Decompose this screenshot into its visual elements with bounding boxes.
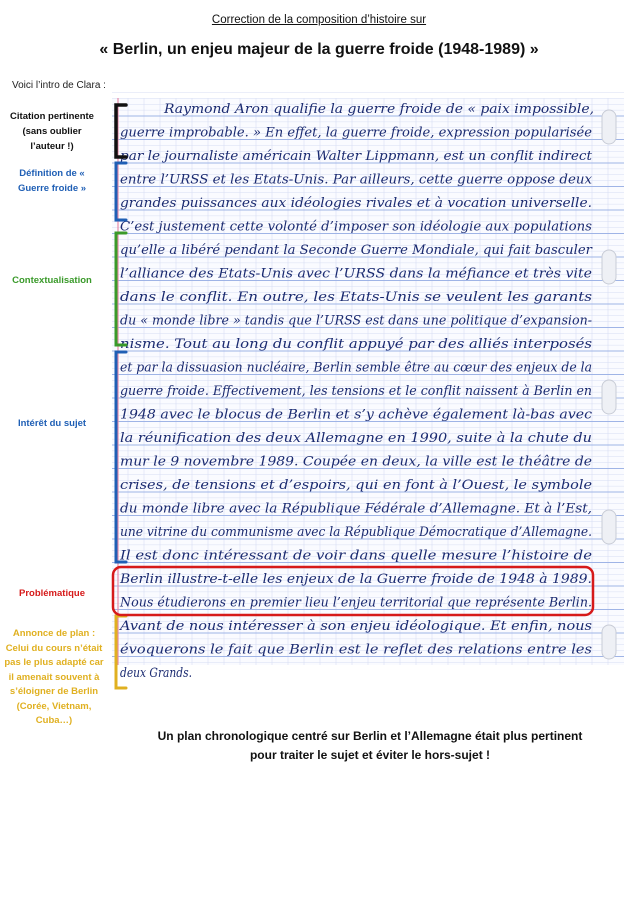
handwritten-line: Avant de nous intéresser à son enjeu idéologique. Et enfin, nous xyxy=(118,619,593,634)
handwritten-line: dans le conflit. En outre, les Etats-Unis se veulent les garants xyxy=(120,290,593,305)
handwritten-line: Berlin illustre-t-elle les enjeux de la Guerre froide de 1948 à 1989. xyxy=(118,572,593,587)
handwritten-line: nisme. Tout au long du conflit appuyé par des alliés interposés xyxy=(120,337,593,352)
handwritten-line: Raymond Aron qualifie la guerre froide de « paix impossible, xyxy=(162,102,594,117)
handwritten-line: qu’elle a libéré pendant la Seconde Guerre Mondiale, qui fait basculer xyxy=(120,243,593,258)
binder-hole xyxy=(602,625,616,659)
handwritten-line: mur le 9 novembre 1989. Coupée en deux, la ville est le théâtre de xyxy=(120,454,593,470)
annotation-annonce: Annonce de plan : Celui du cours n’était pas le plus adapté car il amenait souvent à s’éloigner de Berlin (Corée, Vietnam, Cuba…) xyxy=(4,628,104,726)
handwritten-line: la réunification des deux Allemagne en 1990, suite à la chute du xyxy=(120,431,592,446)
binder-hole xyxy=(602,510,616,544)
binder-hole xyxy=(602,380,616,414)
binder-hole xyxy=(602,250,616,284)
binder-hole xyxy=(602,110,616,144)
handwritten-line: l’alliance des Etats-Unis avec l’URSS dans la méfiance et très vite xyxy=(120,266,593,282)
annotation-citation: Citation pertinente (sans oublier l’auteur !) xyxy=(10,111,94,152)
handwritten-line: crises, de tensions et d’espoirs, qui en font à l’Ouest, le symbole xyxy=(120,478,593,493)
document-subtitle: « Berlin, un enjeu majeur de la guerre froide (1948-1989) » xyxy=(99,41,539,58)
handwritten-line: entre l’URSS et les Etats-Unis. Par ailleurs, cette guerre oppose deux xyxy=(120,172,593,188)
handwritten-line: Il est donc intéressant de voir dans quelle mesure l’histoire de xyxy=(118,548,593,564)
handwritten-copy-sheet xyxy=(112,98,624,681)
handwritten-line: Nous étudierons en premier lieu l’enjeu territorial que représente Berlin. xyxy=(119,595,592,611)
handwritten-copy-svg xyxy=(112,98,624,681)
handwritten-line: et par la dissuasion nucléaire, Berlin semble être au cœur des enjeux de la xyxy=(120,360,592,376)
handwritten-line: grandes puissances aux idéologies rivales et à vocation universelle. xyxy=(120,196,592,211)
annotation-contextualisation: Contextualisation xyxy=(12,275,92,286)
handwritten-line: guerre improbable. » En effet, la guerre froide, expression popularisée xyxy=(120,125,593,141)
handwritten-line: une vitrine du communisme avec la République Démocratique d’Allemagne. xyxy=(120,525,592,540)
handwritten-line: C’est justement cette volonté d’imposer son idéologie aux populations xyxy=(120,219,593,235)
document-title: Correction de la composition d’histoire sur xyxy=(211,14,427,26)
handwritten-line: évoquerons le fait que Berlin est le reflet des relations entre les xyxy=(120,642,593,658)
handwritten-line: du monde libre avec la République Fédérale d’Allemagne. Et à l’Est, xyxy=(120,501,592,517)
handwritten-line: par le journaliste américain Walter Lippmann, est un conflit indirect xyxy=(120,149,593,164)
handwritten-line: guerre froide. Effectivement, les tensions et le conflit naissent à Berlin en xyxy=(120,384,592,399)
intro-label: Voici l’intro de Clara : xyxy=(12,80,106,91)
annotation-definition: Définition de « Guerre froide » xyxy=(17,168,87,194)
handwritten-line: 1948 avec le blocus de Berlin et s’y achève également là-bas avec xyxy=(120,407,593,423)
handwritten-line: du « monde libre » tandis que l’URSS est dans une politique d’expansion- xyxy=(120,313,592,329)
conclusion-note: Un plan chronologique centré sur Berlin et l’Allemagne était plus pertinent pour traiter le sujet et éviter le hors-sujet ! xyxy=(157,729,583,762)
annotation-problematique: Problématique xyxy=(19,588,85,599)
handwritten-line: deux Grands. xyxy=(120,666,192,681)
annotation-interet: Intérêt du sujet xyxy=(17,418,87,429)
